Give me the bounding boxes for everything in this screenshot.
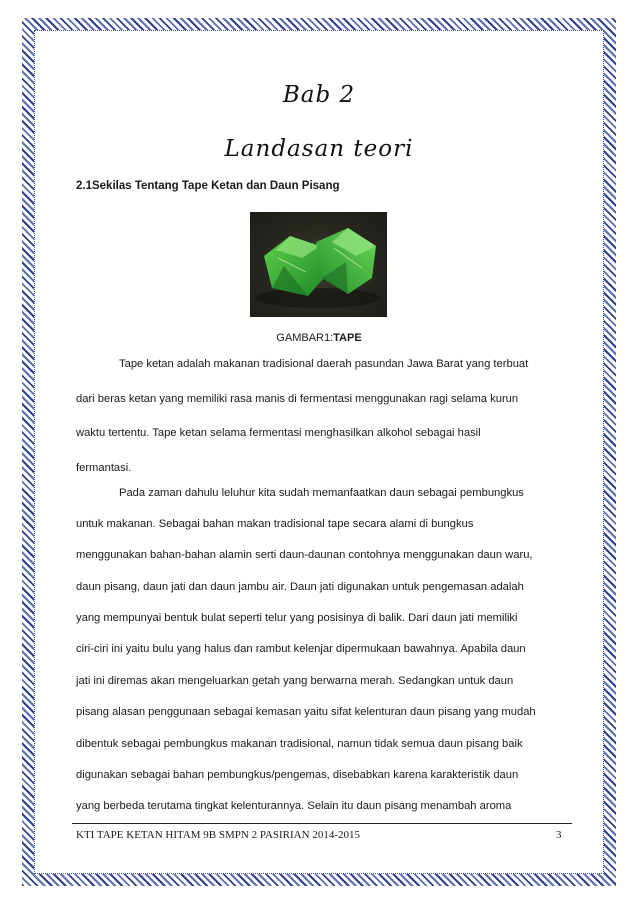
paragraph-line: yang mempunyai bentuk bulat seperti telur yang posisinya di balik. Dari daun jati memiliki [76,612,518,624]
paragraph-line: daun pisang, daun jati dan daun jambu air. Daun jati digunakan untuk pengemasan adalah [76,581,524,593]
caption-label: TAPE [333,332,362,344]
paragraph-line: Pada zaman dahulu leluhur kita sudah memanfaatkan daun sebagai pembungkus [119,487,524,499]
figure-caption [0,332,638,344]
paragraph-line: fermantasi. [76,462,132,474]
paragraph-line: untuk makanan. Sebagai bahan makan tradisional tape secara alami di bungkus [76,518,474,530]
paragraph-line: jati ini diremas akan mengeluarkan getah yang berwarna merah. Sedangkan untuk daun [76,675,514,687]
paragraph-line: Tape ketan adalah makanan tradisional daerah pasundan Jawa Barat yang terbuat [119,358,529,370]
page-number: 3 [556,829,562,841]
paragraph-line: dari beras ketan yang memiliki rasa manis di fermentasi menggunakan ragi selama kurun [76,393,519,405]
banana-leaf-wrapped-tape-image [250,212,387,317]
chapter-number: Bab 2 [282,82,356,108]
paragraph-line: ciri-ciri ini yaitu bulu yang halus dan rambut kelenjar dipermukaan bawahnya. Apabila daun [76,643,526,655]
footer-title: KTI TAPE KETAN HITAM 9B SMPN 2 PASIRIAN 2014-2015 [76,829,360,841]
paragraph-line: digunakan sebagai bahan pembungkus/pengemas, disebabkan karena karakteristik daun [76,769,519,781]
caption-prefix: GAMBAR1: [276,332,334,344]
paragraph-line: yang berbeda terutama tingkat kelenturannya. Selain itu daun pisang menambah aroma [76,800,512,812]
tape-photo [250,212,387,317]
section-heading: 2.1Sekilas Tentang Tape Ketan dan Daun Pisang [76,180,340,192]
paragraph-line: waktu tertentu. Tape ketan selama fermentasi menghasilkan alkohol sebagai hasil [76,427,481,439]
chapter-title: Landasan teori [224,136,414,162]
footer-divider [72,823,572,824]
paragraph-line: dibentuk sebagai pembungkus makanan tradisional, namun tidak semua daun pisang baik [76,738,523,750]
paragraph-line: menggunakan bahan-bahan alamin serti daun-daunan contohnya menggunakan daun waru, [76,549,533,561]
paragraph-line: pisang alasan penggunaan sebagai kemasan yaitu sifat kelenturan daun pisang yang mudah [76,706,536,718]
